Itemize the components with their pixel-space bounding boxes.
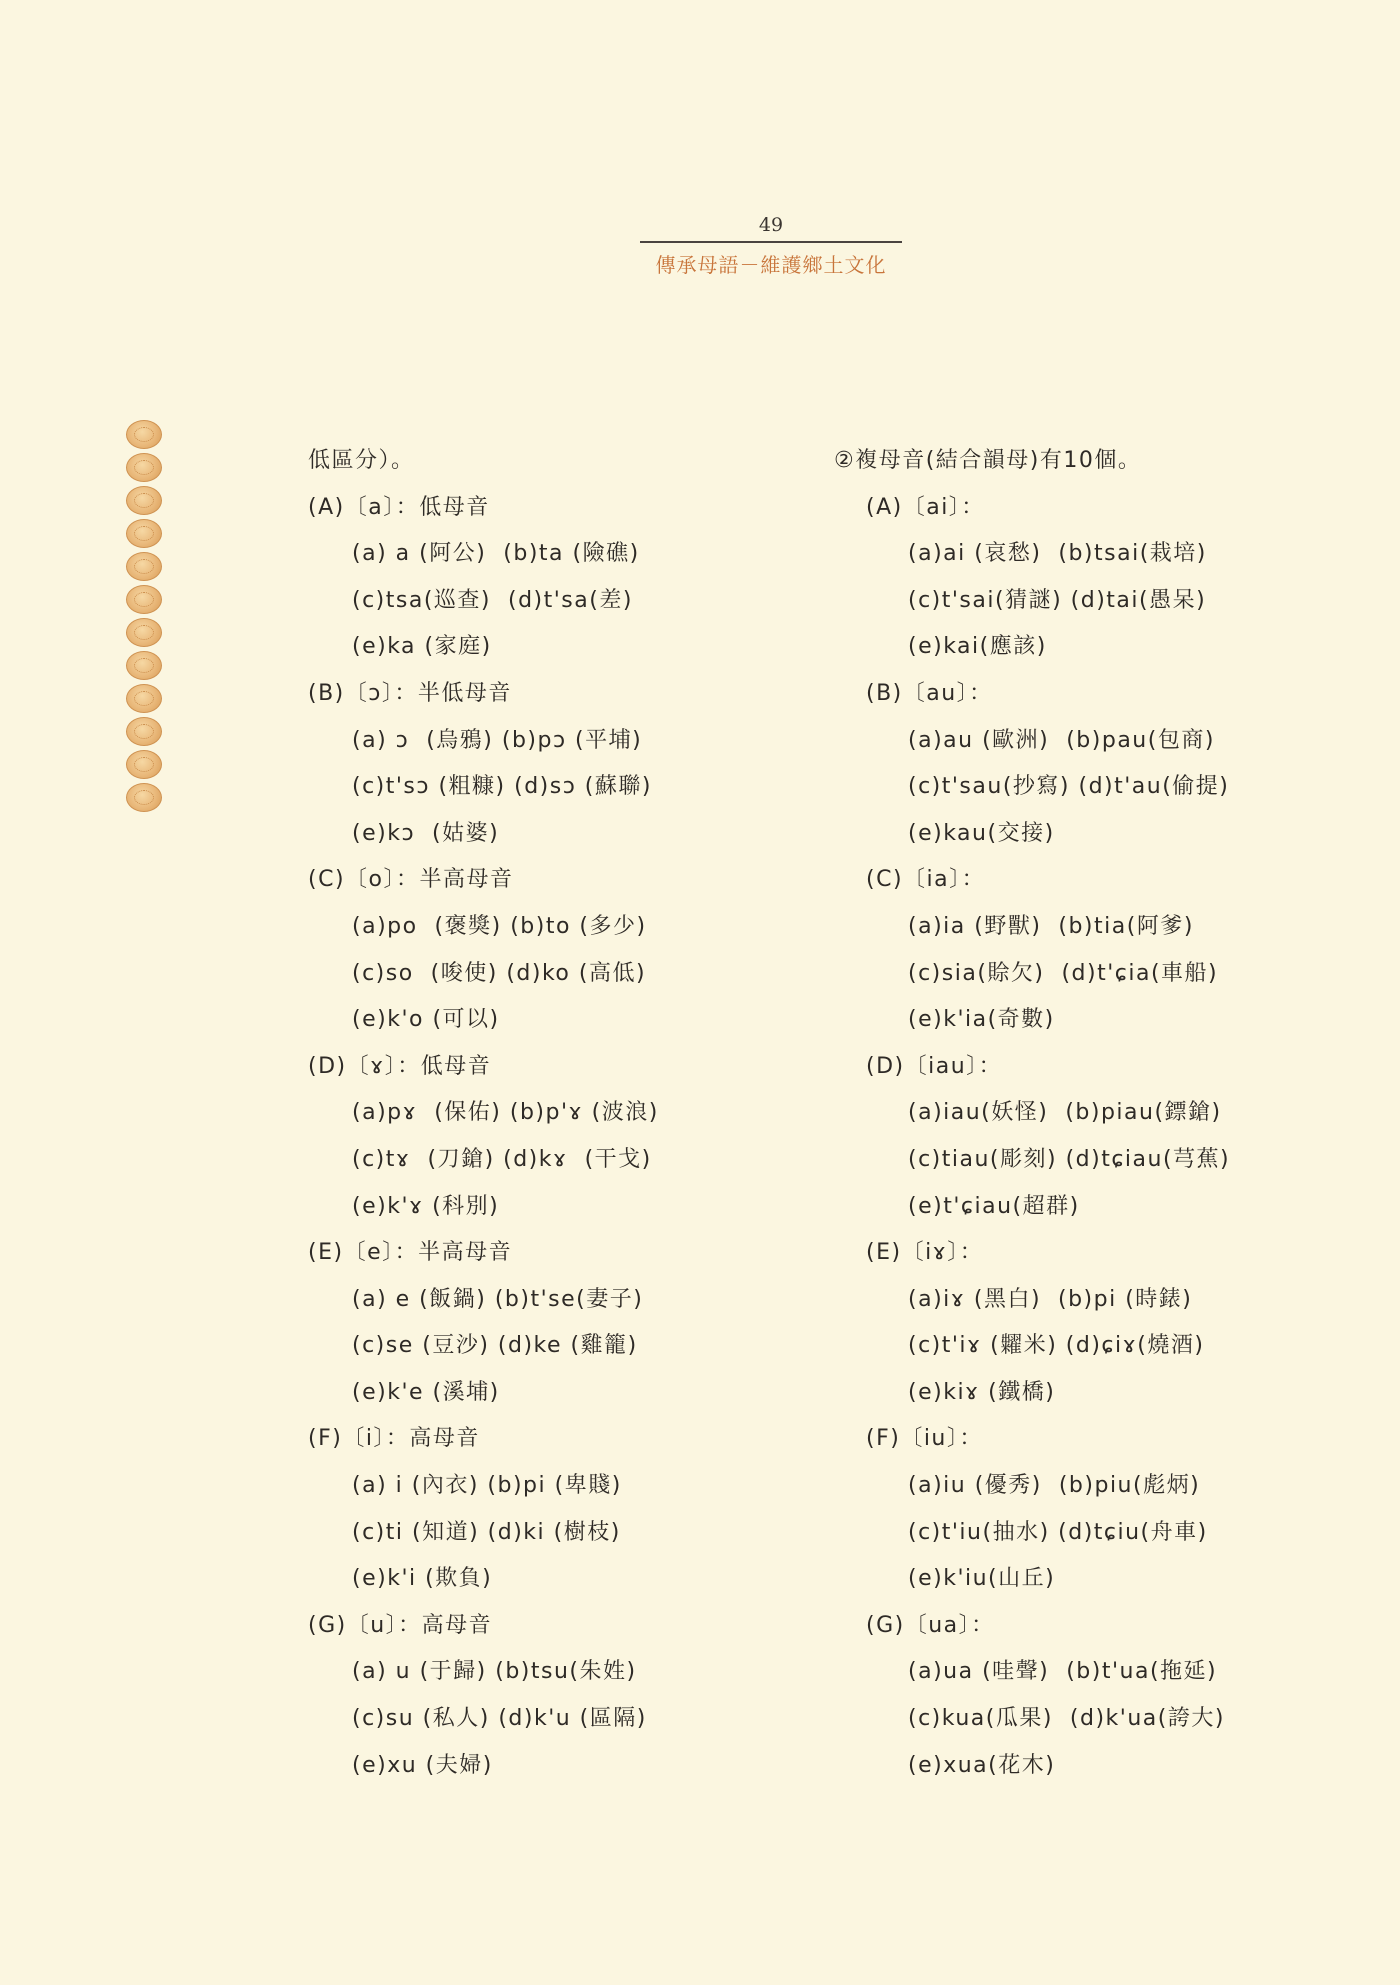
section-heading: (G)〔ua〕： <box>866 1612 995 1638</box>
intro-line: 低區分）。 <box>308 448 415 473</box>
right-column <box>834 438 1314 1789</box>
example-line: (c)t'iu(抽水) (d)tɕiu(舟車) <box>908 1519 1208 1545</box>
example-line: (e)xu (夫婦) <box>352 1752 493 1778</box>
example-line: (e)xua(花木) <box>908 1752 1056 1778</box>
example-line: (e)t'ɕiau(超群) <box>908 1193 1080 1219</box>
section-heading: (E)〔e〕：半高母音 <box>308 1240 513 1266</box>
example-line: (a)po (褒獎) (b)to (多少) <box>352 913 647 939</box>
bead-icon <box>126 552 162 581</box>
bead-icon <box>126 651 162 680</box>
example-line: (a)ia (野獸) (b)tia(阿爹) <box>908 913 1194 939</box>
example-line: (a)pɤ (保佑) (b)p'ɤ (波浪) <box>352 1100 659 1126</box>
bead-icon <box>126 717 162 746</box>
page-number: 49 <box>758 214 784 236</box>
example-line: (a) i (內衣) (b)pi (卑賤) <box>352 1473 622 1499</box>
bead-icon <box>126 420 162 449</box>
example-line: (a)ai (哀愁) (b)tsai(栽培) <box>908 541 1207 567</box>
bead-icon <box>126 684 162 713</box>
example-line: (e)kiɤ (鐵橋) <box>908 1379 1056 1405</box>
section-heading: (F)〔i〕：高母音 <box>308 1426 480 1452</box>
example-line: (c)t'sɔ (粗糠) (d)sɔ (蘇聯) <box>352 774 652 800</box>
header-rule <box>640 241 902 243</box>
example-line: (a)au (歐洲) (b)pau(包商) <box>908 727 1215 753</box>
section-heading: (D)〔ɤ〕：低母音 <box>308 1053 492 1079</box>
intro-line: ②複母音(結合韻母)有10個。 <box>834 448 1142 473</box>
example-line: (c)sia(賒欠) (d)t'ɕia(車船) <box>908 960 1219 986</box>
example-line: (e)k'iu(山丘) <box>908 1566 1056 1592</box>
example-line: (a)ua (哇聲) (b)t'ua(拖延) <box>908 1659 1218 1685</box>
bead-icon <box>126 486 162 515</box>
example-line: (e)kau(交接) <box>908 820 1055 846</box>
example-line: (e)k'ia(奇數) <box>908 1007 1055 1033</box>
bead-column-ornament <box>126 420 164 816</box>
example-line: (e)k'e (溪埔) <box>352 1379 500 1405</box>
example-line: (a)iɤ (黑白) (b)pi (時錶) <box>908 1286 1193 1312</box>
example-line: (a) ɔ (烏鴉) (b)pɔ (平埔) <box>352 727 643 753</box>
example-line: (c)se (豆沙) (d)ke (雞籠) <box>352 1333 638 1359</box>
example-line: (e)k'i (欺負) <box>352 1566 493 1592</box>
section-heading: (E)〔iɤ〕： <box>866 1240 984 1266</box>
bead-icon <box>126 783 162 812</box>
example-line: (c)tsa(巡查) (d)t'sa(差) <box>352 587 633 613</box>
page-header <box>640 214 902 278</box>
example-line: (e)k'o (可以) <box>352 1007 500 1033</box>
section-heading: (B)〔ɔ〕：半低母音 <box>308 680 512 706</box>
example-line: (c)t'sai(猜謎) (d)tai(愚呆) <box>908 587 1207 613</box>
section-heading: (C)〔ia〕： <box>866 867 986 893</box>
example-line: (e)k'ɤ (科別) <box>352 1193 500 1219</box>
section-heading: (F)〔iu〕： <box>866 1426 983 1452</box>
example-line: (a)iau(妖怪) (b)piau(鏢鎗) <box>908 1100 1222 1126</box>
example-line: (e)kai(應該) <box>908 634 1047 660</box>
example-line: (e)ka (家庭) <box>352 634 492 660</box>
section-heading: (A)〔a〕：低母音 <box>308 494 490 520</box>
example-line: (c)tɤ (刀鎗) (d)kɤ (干戈) <box>352 1146 652 1172</box>
example-line: (a) e (飯鍋) (b)t'se(妻子) <box>352 1286 644 1312</box>
left-column <box>308 438 778 1789</box>
running-title: 傳承母語－維護鄉土文化 <box>655 253 887 277</box>
section-heading: (B)〔au〕： <box>866 680 993 706</box>
example-line: (a) a (阿公) (b)ta (險礁) <box>352 541 640 567</box>
example-line: (c)so (唆使) (d)ko (高低) <box>352 960 647 986</box>
example-line: (c)t'iɤ (糶米) (d)ɕiɤ(燒酒) <box>908 1333 1205 1359</box>
bead-icon <box>126 519 162 548</box>
example-line: (a)iu (優秀) (b)piu(彪炳) <box>908 1473 1201 1499</box>
bead-icon <box>126 750 162 779</box>
bead-icon <box>126 618 162 647</box>
section-heading: (D)〔iau〕： <box>866 1053 1003 1079</box>
example-line: (a) u (于歸) (b)tsu(朱姓) <box>352 1659 637 1685</box>
section-heading: (A)〔ai〕： <box>866 494 985 520</box>
bead-icon <box>126 585 162 614</box>
example-line: (c)ti (知道) (d)ki (樹枝) <box>352 1519 621 1545</box>
section-heading: (G)〔u〕：高母音 <box>308 1612 493 1638</box>
example-line: (c)kua(瓜果) (d)k'ua(誇大) <box>908 1706 1225 1732</box>
example-line: (c)tiau(彫刻) (d)tɕiau(芎蕉) <box>908 1146 1231 1172</box>
bead-icon <box>126 453 162 482</box>
example-line: (e)kɔ (姑婆) <box>352 820 500 846</box>
section-heading: (C)〔o〕：半高母音 <box>308 867 514 893</box>
example-line: (c)t'sau(抄寫) (d)t'au(偷提) <box>908 774 1230 800</box>
example-line: (c)su (私人) (d)k'u (區隔) <box>352 1706 647 1732</box>
